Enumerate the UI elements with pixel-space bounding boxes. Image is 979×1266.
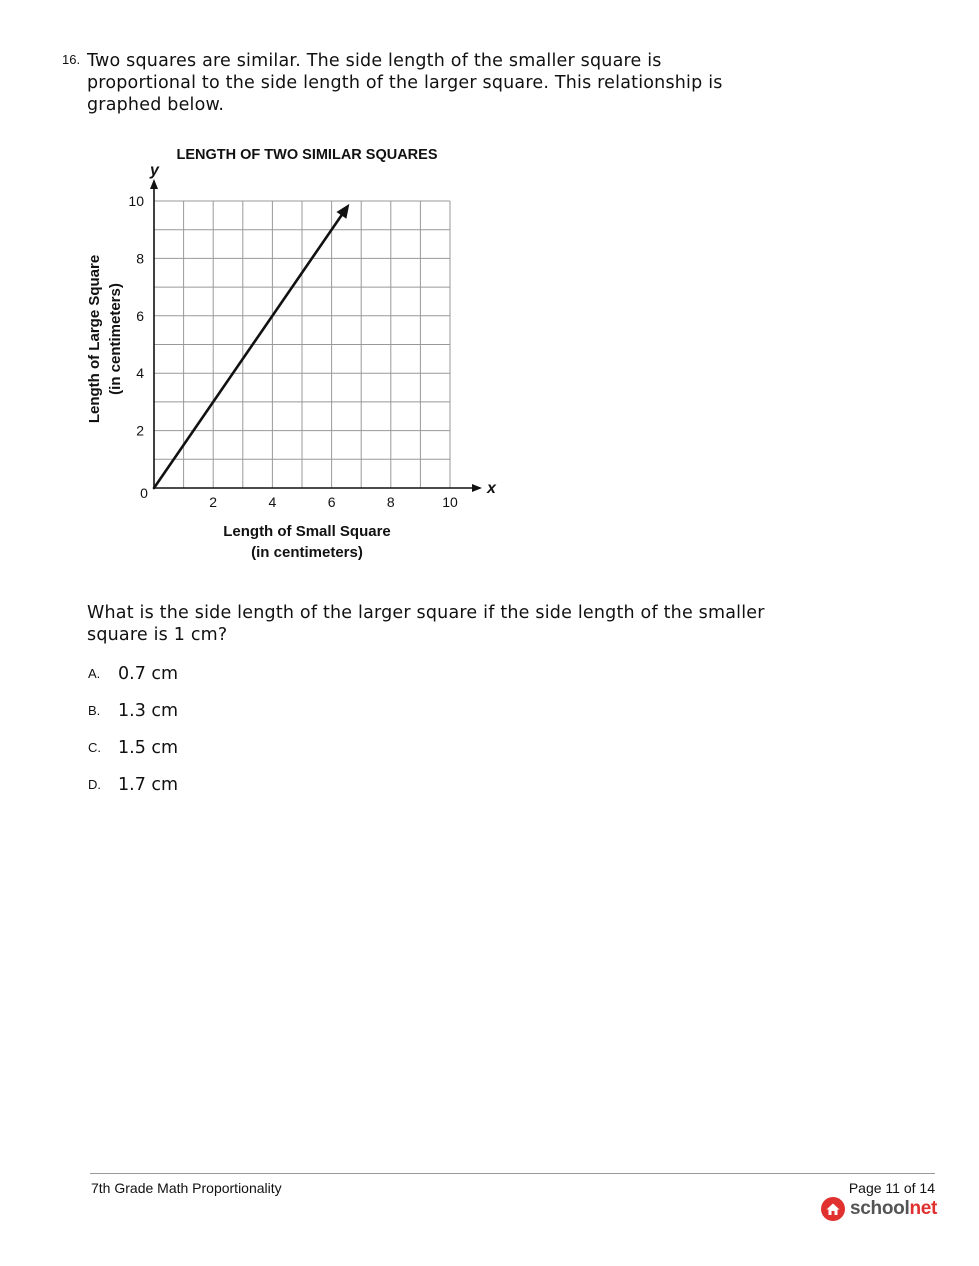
- x-axis-label: Length of Small Square: [223, 523, 391, 540]
- question-prompt: What is the side length of the larger square if the side length of the smaller square is 1 cm?: [87, 603, 765, 645]
- schoolnet-logo: [820, 1196, 937, 1222]
- y-axis-label: Length of Large Square: [86, 254, 103, 424]
- proportionality-chart: [80, 138, 500, 568]
- house-logo-icon: [820, 1196, 846, 1222]
- logo-word-net: net: [909, 1198, 938, 1219]
- logo-word-school: school: [850, 1198, 910, 1219]
- x-tick-label: 2: [209, 494, 218, 510]
- question-stem: Two squares are similar. The side length of the smaller square is proportional to the side length of the larger square. This relationship is graphed below.: [87, 51, 723, 115]
- y-tick-label: 6: [136, 307, 144, 324]
- graph-figure: [80, 138, 500, 568]
- logo-wordmark: [850, 1198, 937, 1220]
- x-axis-units: (in centimeters): [251, 544, 363, 561]
- chart-grid: [154, 201, 450, 488]
- series-arrowhead: [336, 204, 349, 219]
- page-number: Page 11 of 14: [848, 1180, 935, 1196]
- choice-letter: A.: [88, 666, 101, 681]
- origin-label: 0: [140, 485, 148, 501]
- x-tick-label: 10: [442, 494, 458, 510]
- y-tick-label: 8: [136, 250, 144, 267]
- x-axis-letter: x: [487, 480, 496, 497]
- y-axis-letter: y: [150, 162, 159, 179]
- y-axis-arrowhead: [150, 179, 158, 189]
- footer-title: 7th Grade Math Proportionality: [91, 1180, 282, 1196]
- choice-text: 1.5 cm: [118, 738, 179, 758]
- choice-letter: B.: [88, 703, 101, 718]
- series-line: [154, 212, 344, 488]
- choice-letter: D.: [88, 777, 101, 792]
- chart-title: LENGTH OF TWO SIMILAR SQUARES: [176, 147, 438, 163]
- x-tick-label: 8: [386, 494, 395, 510]
- choice-text: 1.3 cm: [118, 701, 179, 721]
- y-tick-label: 2: [136, 422, 144, 439]
- y-axis-units: (in centimeters): [107, 283, 124, 395]
- x-tick-label: 4: [268, 494, 277, 510]
- x-axis-arrowhead: [472, 484, 482, 492]
- footer-divider: [90, 1173, 935, 1174]
- choice-letter: C.: [88, 740, 101, 755]
- y-tick-label: 10: [128, 193, 144, 209]
- x-tick-label: 6: [327, 494, 336, 510]
- question-number: 16.: [62, 52, 81, 67]
- y-tick-label: 4: [136, 365, 144, 382]
- choice-text: 0.7 cm: [118, 664, 179, 684]
- choice-text: 1.7 cm: [118, 775, 179, 795]
